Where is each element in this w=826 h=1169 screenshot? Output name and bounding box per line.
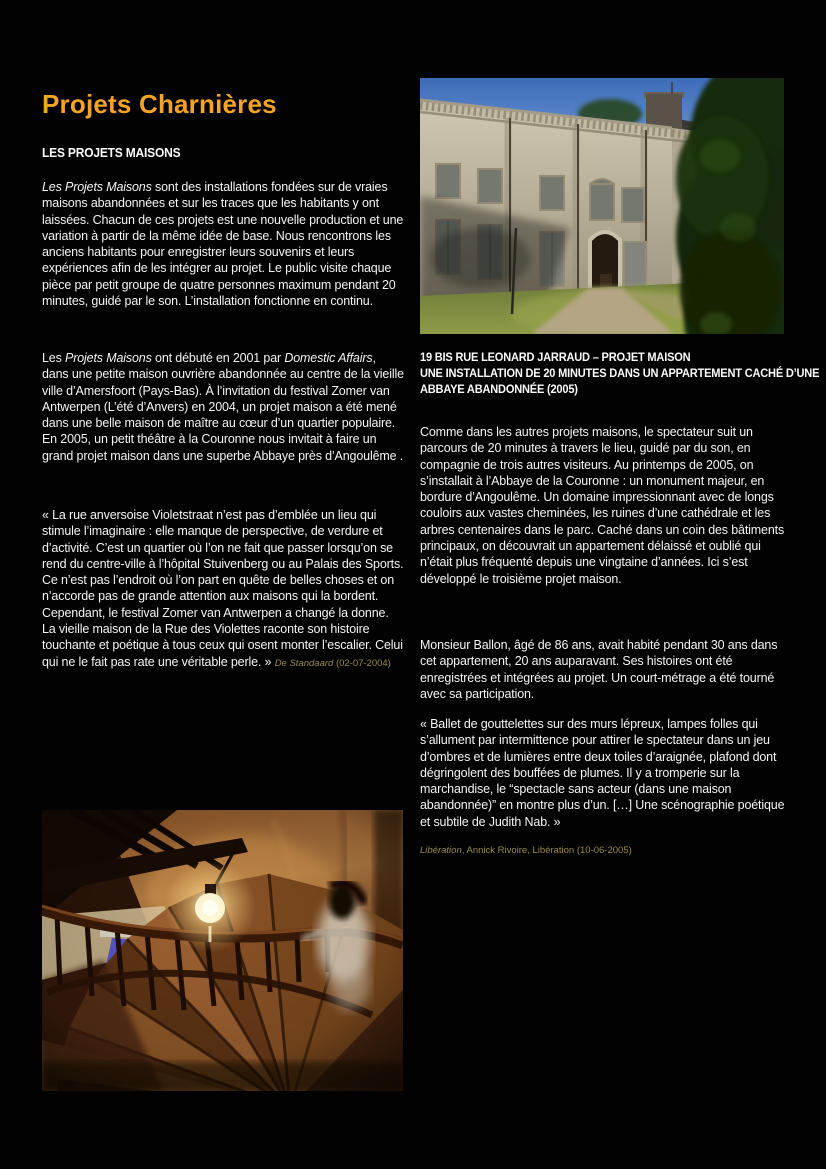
page-title: Projets Charnières — [42, 89, 277, 120]
text-run: sont des installations fondées sur de vraies maisons abandonnées et sur les traces que les habitants y ont laissées. Chacun de ces projets est une nouvelle production et une variation à partir de la même idée de base. Nous rencontrons les anciens habitants pour enregistrer leurs souvenirs et leurs expériences afin de les intégrer au projet. Le public visite chaque pièce par petit groupe de quatre personnes maximum pendant 20 minutes, guidé par le son. L’installation fonctionne en continu. — [42, 180, 404, 309]
heading-line: UNE INSTALLATION DE 20 MINUTES DANS UN APPARTEMENT CACHÉ D’UNE — [420, 368, 820, 380]
citation-source: Libération — [420, 845, 462, 856]
italic-run: Domestic Affairs — [284, 351, 373, 365]
left-quote — [42, 507, 404, 672]
abbey-photo — [420, 78, 784, 334]
quote-text: « La rue anversoise Violetstraat n’est pas d’emblée un lieu qui stimule l’imaginaire : elle manque de perspective, de verdure et d’activité. C’est un quartier où l’on ne fait que passer lorsqu’on se rend du centre-ville à l’hôpital Stuivenberg ou au Palais des Sports. Ce n’est pas l’endroit où l’on part en quête de belles choses et on n’accorde pas de grande attention aux maisons qui la bordent. Cependant, le festival Zomer van Antwerpen a changé la donne. La vieille maison de la Rue des Violettes raconte son histoire touchante et poétique à tous ceux qui osent monter l’escalier. Celui qui ne le fait pas rate une véritable perle. » — [42, 508, 404, 669]
citation-date: (02-07-2004) — [333, 657, 391, 669]
staircase-photo-illustration — [42, 810, 403, 1091]
right-paragraph-2: Monsieur Ballon, âgé de 86 ans, avait habité pendant 30 ans dans cet appartement, 20 ans auparavant. Ses histoires ont été enregistrées et intégrées au projet. Un court-métrage a été tourné avec sa participation. — [420, 638, 778, 701]
citation-source: De Standaard — [274, 657, 334, 669]
right-paragraph-1: Comme dans les autres projets maisons, le spectateur suit un parcours de 20 minutes à travers le lieu, guidé par du son, en compagnie de trois autres visiteurs. Au printemps de 2005, on s’installait à l’Abbaye de la Couronne : un monument majeur, en bordure d’Angoulême. Un domaine impressionnant avec de longs couloirs aux vastes cheminées, les ruines d’une cathédrale et les arbres centenaires dans le parc. Caché dans un coin des bâtiments principaux, on découvrait un appartement délaissé et oublié qui n’était plus fréquenté depuis une vingtaine d’années. Ici s’est développé le troisième projet maison. — [420, 425, 785, 586]
left-paragraph-1 — [42, 179, 404, 309]
citation-detail: , Annick Rivoire, Libération (10-06-2005) — [461, 845, 632, 856]
abbey-photo-illustration — [420, 78, 784, 334]
text-run: ont débuté en 2001 par — [151, 351, 285, 365]
heading-line: ABBAYE ABANDONNÉE (2005) — [420, 384, 578, 396]
left-citation — [275, 658, 391, 669]
text-run: Les — [42, 351, 66, 365]
italic-run: Projets Maisons — [65, 351, 152, 365]
left-section-heading: LES PROJETS MAISONS — [42, 146, 181, 160]
right-section-heading — [420, 350, 819, 398]
staircase-photo — [42, 810, 403, 1091]
text-run: , dans une petite maison ouvrière abandonnée au centre de la vieille ville d’Amersfoort (Pays-Bas). À l’invitation du festival Zomer van Antwerpen (L’été d’Anvers) en 2004, un projet maison a été mené dans une belle maison de maître au cœur d’un quartier populaire. En 2005, un petit théâtre à la Couronne nous invitait à faire un grand projet maison dans une superbe Abbaye près d’Angoulême . — [42, 351, 404, 463]
italic-run: Les Projets Maisons — [42, 180, 152, 194]
left-paragraph-2 — [42, 350, 404, 464]
right-citation — [420, 845, 788, 856]
right-quote: « Ballet de gouttelettes sur des murs lépreux, lampes folles qui s’allument par intermittence pour attirer le spectateur dans un jeu d’ombres et de lumières entre deux toiles d’araignée, plafond dont dégringolent des bouffées de plumes. Il y a tromperie sur la marchandise, le “spectacle sans acteur (dans une maison abandonnée)” en montre plus d’un. […] Une scénographie poétique et subtile de Judith Nab. » — [420, 717, 785, 829]
heading-line: 19 BIS RUE LEONARD JARRAUD – PROJET MAISON — [420, 352, 691, 364]
